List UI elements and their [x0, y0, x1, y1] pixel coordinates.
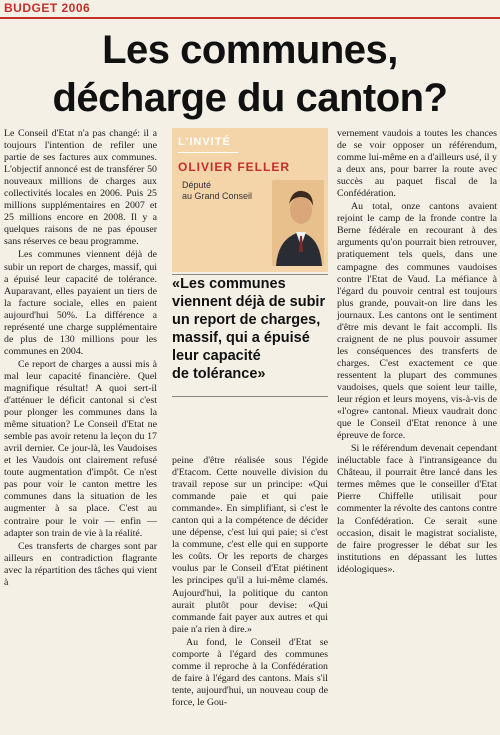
- paragraph: Le Conseil d'Etat n'a pas changé: il a toujours l'intention de refiler une partie de ses factures aux communes. L'objectif annoncé est de transférer 50 nouveaux millions de charges aux collectivités locales en 2006. Puis 25 millions supplémentaires en 2007 et 25 millions encore en 2008. Il y a quelques raisons de ne pas épouser sans réserves ce beau programme.: [4, 128, 157, 248]
- pull-quote-line: leur capacité: [172, 348, 261, 364]
- invite-divider: [178, 152, 238, 153]
- pull-quote-line: viennent déjà de subir: [172, 294, 326, 310]
- author-name: OLIVIER FELLER: [178, 160, 291, 174]
- pull-quote-line: un report de charges,: [172, 312, 321, 328]
- paragraph: Ce report de charges a aussi mis à mal leur capacité financière. Quel magnifique résultat! A quoi sert-il d'atténuer le déficit cantonal si c'est pour plonger les communes dans la même situation? Le Conseil d'Etat ne semble pas avoir retenu la leçon du 17 avril dernier. Ce jour-là, les Vaudoises et les Vaudois ont clairement refusé toute augmentation d'impôt. Ce n'est pas pour voir le canton mettre les communes dans la situation de les augmenter à sa place. C'est au contraire pour le voir — enfin — adapter son train de vie à la réalité.: [4, 358, 157, 539]
- author-role-line-2: au Grand Conseil: [182, 191, 253, 201]
- paragraph: Les communes viennent déjà de subir un report de charges, massif, qui a épuisé leur capacité de tolérance. Auparavant, elles payaient un tiers de la facture sociale, elles en paient aujourd'hui 50%. La différence a représenté une charge supplémentaire de plus de 130 millions pour les communes en 2004.: [4, 249, 157, 357]
- section-kicker: BUDGET 2006: [4, 1, 91, 15]
- pull-quote-line: de tolérance»: [172, 366, 266, 382]
- pull-quote-line: «Les communes: [172, 276, 286, 292]
- author-role-line-1: Député: [182, 180, 212, 190]
- invite-box: [172, 128, 328, 272]
- headline: [0, 26, 500, 122]
- paragraph: Au fond, le Conseil d'Etat se comporte à l'égard des communes comme il reproche à la Confédération de faire à l'égard des cantons. Mais s'il tente, aujourd'hui, un nouveau coup de force, le Gou-: [172, 636, 328, 708]
- pull-quote-line: massif, qui a épuisé: [172, 330, 310, 346]
- paragraph: Ces transferts de charges sont par ailleurs en contradiction flagrante avec la répartition des tâches qui vient à: [4, 540, 157, 588]
- author-role: [182, 180, 272, 202]
- paragraph: peine d'être réalisée sous l'égide d'Etacom. Cette nouvelle division du travail repose sur un principe: «Qui commande paie et qui paie commande». En simplifiant, si c'est le canton qui a la compétence de décider une dépense, c'est lui qui paie; si c'est la commune, c'est elle qui en supporte les coûts. Or les reports de charges voulus par le Conseil d'Etat piétinent les principes qu'il a lui-même clamés. Aujourd'hui, la politique du canton aurait plutôt pour devise: «Qui commande fait payer aux autres et qui paie n'a rien à dire.»: [172, 455, 328, 635]
- headline-line-2: décharge du canton?: [52, 76, 448, 120]
- article-column-2: [172, 455, 328, 710]
- quote-rule-bottom: [172, 396, 328, 397]
- paragraph: Au total, onze cantons avaient rejoint le camp de la fronde contre la Berne fédérale en recourant à des arguments qu'on pourrait bien retrouver, pratiquement tels quels, dans une campagne des communes vaudoises contre l'Etat de Vaud. La méfiance à l'égard du pouvoir central est toujours plus grande, pouvait-on lire dans les journaux. Les cantons ont le sentiment d'être mis devant le fait accompli. Ils craignent de ne plus pouvoir assumer les conséquences des transferts de charges. C'est exactement ce que ressentent la plupart des communes vaudoises, quels que soient leur taille, leur région et leurs moyens, vis-à-vis de «l'ogre» cantonal. Mieux vaudrait donc que le Conseil d'Etat renonce à une épreuve de force.: [337, 201, 497, 442]
- article-column-1: [4, 128, 157, 590]
- section-rule: [0, 17, 500, 19]
- headline-line-1: Les communes,: [102, 28, 398, 72]
- paragraph: Si le référendum devenait cependant inéluctable face à l'intransigeance du Château, il pourrait être lancé dans les termes mêmes que le conseiller d'Etat Pierre Chiffelle utilisait pour commenter la révolte des cantons contre la Confédération. Ce serait «une occasion, disait le magistrat socialiste, de faire progresser le débat sur les institutions en dépassant les luttes idéologiques».: [337, 443, 497, 575]
- invite-label: L'INVITÉ: [178, 136, 231, 148]
- pull-quote: [172, 275, 330, 383]
- paragraph: vernement vaudois a toutes les chances de se voir opposer un référendum, comme lui-même en a d'ailleurs usé, il y a deux ans, pour barrer la route avec succès au paquet fiscal de la Confédération.: [337, 128, 497, 200]
- article-column-3: [337, 128, 497, 577]
- portrait-photo: [272, 180, 324, 266]
